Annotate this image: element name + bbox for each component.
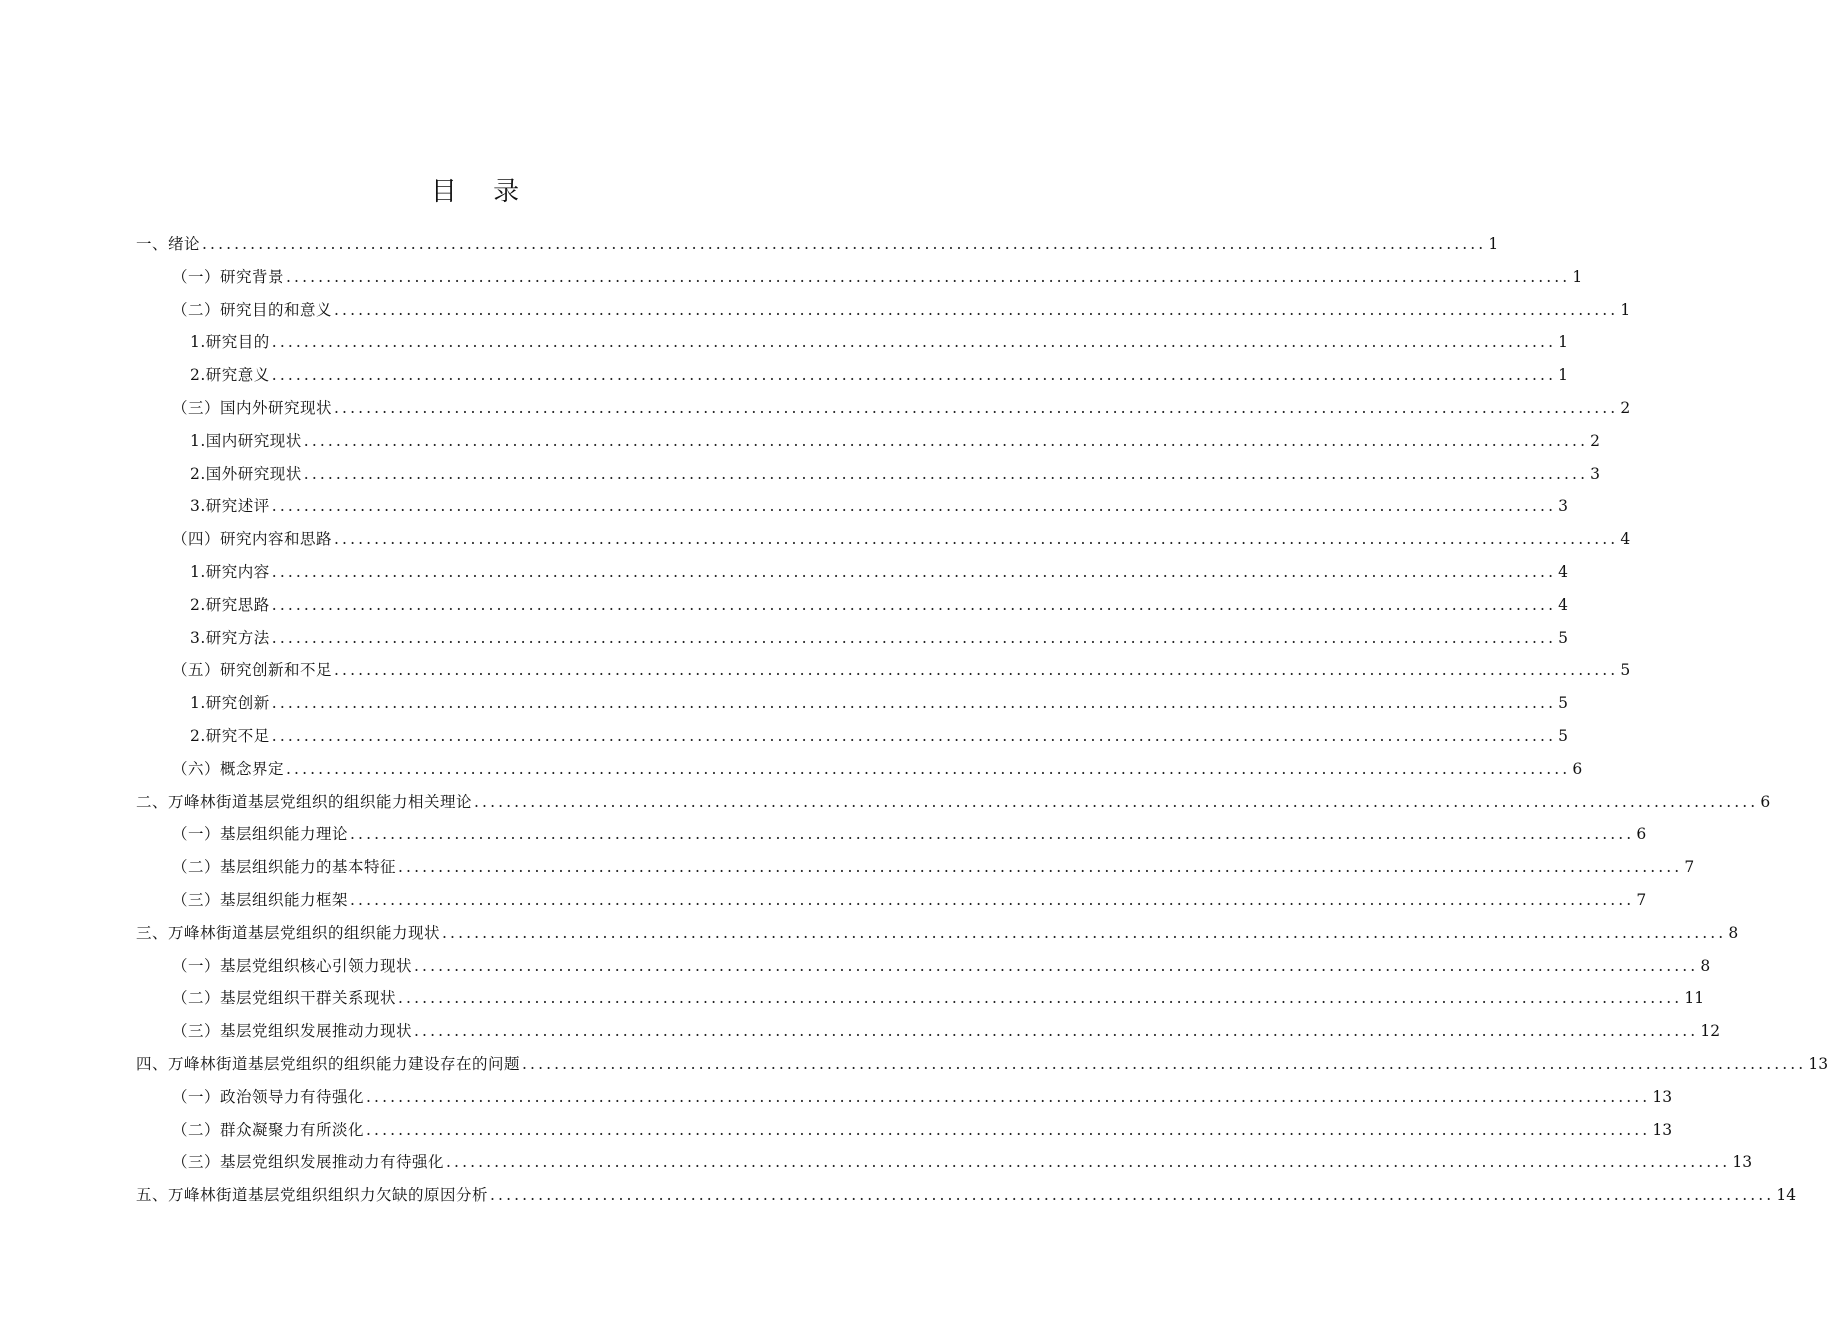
toc-entry[interactable] xyxy=(190,720,1568,753)
toc-page-number: 14 xyxy=(1776,1186,1797,1204)
toc-entry-label: （三）基层党组织发展推动力现状 xyxy=(172,1022,413,1040)
toc-dot-leader: ................................................................................................................................................................ xyxy=(202,235,1487,253)
toc-dot-leader: ................................................................................................................................................................ xyxy=(366,1088,1651,1106)
toc-entry[interactable] xyxy=(172,818,1647,851)
toc-entry-label: 一、绪论 xyxy=(136,235,201,253)
toc-page-number: 6 xyxy=(1572,760,1583,778)
toc-title: 目 录 xyxy=(430,177,534,207)
toc-entry[interactable] xyxy=(190,589,1568,622)
toc-dot-leader: ................................................................................................................................................................ xyxy=(303,465,1589,483)
toc-dot-leader: ................................................................................................................................................................ xyxy=(271,727,1557,745)
toc-dot-leader: ................................................................................................................................................................ xyxy=(271,629,1557,647)
toc-dot-leader: ................................................................................................................................................................ xyxy=(334,661,1619,679)
toc-dot-leader: ................................................................................................................................................................ xyxy=(350,825,1635,843)
toc-dot-leader: ................................................................................................................................................................ xyxy=(442,924,1727,942)
toc-page-number: 3 xyxy=(1590,465,1600,483)
toc-dot-leader: ................................................................................................................................................................ xyxy=(398,858,1683,876)
toc-dot-leader: ................................................................................................................................................................ xyxy=(414,957,1699,975)
toc-page-number: 5 xyxy=(1620,661,1631,679)
toc-entry[interactable] xyxy=(190,326,1568,359)
toc-dot-leader: ................................................................................................................................................................ xyxy=(303,432,1589,450)
toc-entry-label: （一）政治领导力有待强化 xyxy=(172,1088,365,1106)
toc-dot-leader: ................................................................................................................................................................ xyxy=(366,1121,1651,1139)
toc-entry[interactable] xyxy=(172,294,1631,327)
toc-page-number: 4 xyxy=(1620,530,1631,548)
toc-page-number: 1 xyxy=(1572,268,1583,286)
toc-entry[interactable] xyxy=(172,1015,1721,1048)
toc-entry[interactable] xyxy=(136,786,1771,819)
toc-page-number: 13 xyxy=(1652,1121,1673,1139)
toc-entry-label: 1.国内研究现状 xyxy=(190,432,302,450)
toc-dot-leader: ................................................................................................................................................................ xyxy=(334,399,1619,417)
toc-entry-label: （三）基层组织能力框架 xyxy=(172,891,349,909)
toc-entry-label: 四、万峰林街道基层党组织的组织能力建设存在的问题 xyxy=(136,1055,521,1073)
toc-page-number: 3 xyxy=(1558,497,1568,515)
toc-entry-label: 1.研究目的 xyxy=(190,333,270,351)
toc-entry[interactable] xyxy=(190,458,1600,491)
toc-entry-label: （一）基层组织能力理论 xyxy=(172,825,349,843)
toc-page-number: 6 xyxy=(1760,793,1771,811)
toc-entry[interactable] xyxy=(172,654,1631,687)
toc-dot-leader: ................................................................................................................................................................ xyxy=(522,1055,1807,1073)
toc-dot-leader: ................................................................................................................................................................ xyxy=(334,301,1619,319)
toc-entry[interactable] xyxy=(172,392,1631,425)
toc-page-number: 12 xyxy=(1700,1022,1721,1040)
toc-dot-leader: ................................................................................................................................................................ xyxy=(446,1153,1731,1171)
toc-entry-label: （二）群众凝聚力有所淡化 xyxy=(172,1121,365,1139)
toc-entry-label: 二、万峰林街道基层党组织的组织能力相关理论 xyxy=(136,793,473,811)
toc-entry[interactable] xyxy=(172,950,1711,983)
toc-page-number: 6 xyxy=(1636,825,1647,843)
toc-page-number: 1 xyxy=(1488,235,1499,253)
toc-dot-leader: ................................................................................................................................................................ xyxy=(286,760,1571,778)
toc-entry[interactable] xyxy=(190,556,1568,589)
toc-entry[interactable] xyxy=(172,1081,1673,1114)
toc-entry-label: （一）基层党组织核心引领力现状 xyxy=(172,957,413,975)
toc-entry-label: （三）国内外研究现状 xyxy=(172,399,333,417)
toc-entry-label: （三）基层党组织发展推动力有待强化 xyxy=(172,1153,445,1171)
toc-entry[interactable] xyxy=(190,490,1568,523)
toc-entry[interactable] xyxy=(172,753,1583,786)
toc-entry[interactable] xyxy=(190,425,1600,458)
toc-page-number: 7 xyxy=(1684,858,1695,876)
toc-dot-leader: ................................................................................................................................................................ xyxy=(334,530,1619,548)
toc-entry[interactable] xyxy=(172,523,1631,556)
toc-page-number: 1 xyxy=(1620,301,1631,319)
toc-entry-label: 五、万峰林街道基层党组织组织力欠缺的原因分析 xyxy=(136,1186,489,1204)
toc-entry-label: （一）研究背景 xyxy=(172,268,285,286)
toc-entry[interactable] xyxy=(136,1048,1828,1081)
toc-entry[interactable] xyxy=(136,917,1739,950)
toc-entry-label: 1.研究创新 xyxy=(190,694,270,712)
toc-entry[interactable] xyxy=(190,687,1568,720)
toc-entry[interactable] xyxy=(136,1179,1797,1212)
toc-entry-label: 2.研究意义 xyxy=(190,366,270,384)
toc-page-number: 2 xyxy=(1620,399,1631,417)
toc-page-number: 5 xyxy=(1558,727,1568,745)
toc-dot-leader: ................................................................................................................................................................ xyxy=(271,366,1557,384)
toc-dot-leader: ................................................................................................................................................................ xyxy=(271,333,1557,351)
toc-page-number: 13 xyxy=(1652,1088,1673,1106)
toc-page-number: 7 xyxy=(1636,891,1647,909)
toc-dot-leader: ................................................................................................................................................................ xyxy=(490,1186,1775,1204)
toc-dot-leader: ................................................................................................................................................................ xyxy=(474,793,1759,811)
toc-dot-leader: ................................................................................................................................................................ xyxy=(398,989,1683,1007)
toc-entry-label: （二）基层组织能力的基本特征 xyxy=(172,858,397,876)
toc-entry[interactable] xyxy=(172,1146,1753,1179)
toc-entry[interactable] xyxy=(172,261,1583,294)
toc-page-number: 5 xyxy=(1558,694,1568,712)
toc-entry-label: 2.研究不足 xyxy=(190,727,270,745)
toc-entry-label: （四）研究内容和思路 xyxy=(172,530,333,548)
toc-entry-label: 2.国外研究现状 xyxy=(190,465,302,483)
toc-dot-leader: ................................................................................................................................................................ xyxy=(271,563,1557,581)
toc-entry-label: 2.研究思路 xyxy=(190,596,270,614)
toc-dot-leader: ................................................................................................................................................................ xyxy=(271,596,1557,614)
toc-dot-leader: ................................................................................................................................................................ xyxy=(350,891,1635,909)
toc-entry[interactable] xyxy=(172,884,1647,917)
toc-entry-label: 3.研究方法 xyxy=(190,629,270,647)
toc-page-number: 5 xyxy=(1558,629,1568,647)
toc-page-number: 4 xyxy=(1558,596,1568,614)
toc-page-number: 4 xyxy=(1558,563,1568,581)
toc-page-number: 1 xyxy=(1558,366,1568,384)
toc-page-number: 2 xyxy=(1590,432,1600,450)
toc-entry-label: 1.研究内容 xyxy=(190,563,270,581)
toc-entry-label: （六）概念界定 xyxy=(172,760,285,778)
toc-page-number: 1 xyxy=(1558,333,1568,351)
toc-entry-label: （二）基层党组织干群关系现状 xyxy=(172,989,397,1007)
toc-entry[interactable] xyxy=(136,228,1499,261)
toc-page-number: 8 xyxy=(1700,957,1711,975)
toc-page-number: 8 xyxy=(1728,924,1739,942)
toc-entry[interactable] xyxy=(190,359,1568,392)
toc-entry-label: 三、万峰林街道基层党组织的组织能力现状 xyxy=(136,924,441,942)
toc-dot-leader: ................................................................................................................................................................ xyxy=(271,497,1557,515)
toc-entry[interactable] xyxy=(172,982,1705,1015)
toc-entry[interactable] xyxy=(172,851,1695,884)
toc-dot-leader: ................................................................................................................................................................ xyxy=(286,268,1571,286)
toc-page-number: 13 xyxy=(1732,1153,1753,1171)
toc-entry-label: （五）研究创新和不足 xyxy=(172,661,333,679)
toc-dot-leader: ................................................................................................................................................................ xyxy=(271,694,1557,712)
toc-entry[interactable] xyxy=(190,622,1568,655)
toc-entry[interactable] xyxy=(172,1114,1673,1147)
toc-dot-leader: ................................................................................................................................................................ xyxy=(414,1022,1699,1040)
toc-page-number: 13 xyxy=(1808,1055,1828,1073)
toc-page-number: 11 xyxy=(1684,989,1705,1007)
toc-entry-label: 3.研究述评 xyxy=(190,497,270,515)
toc-entry-label: （二）研究目的和意义 xyxy=(172,301,333,319)
